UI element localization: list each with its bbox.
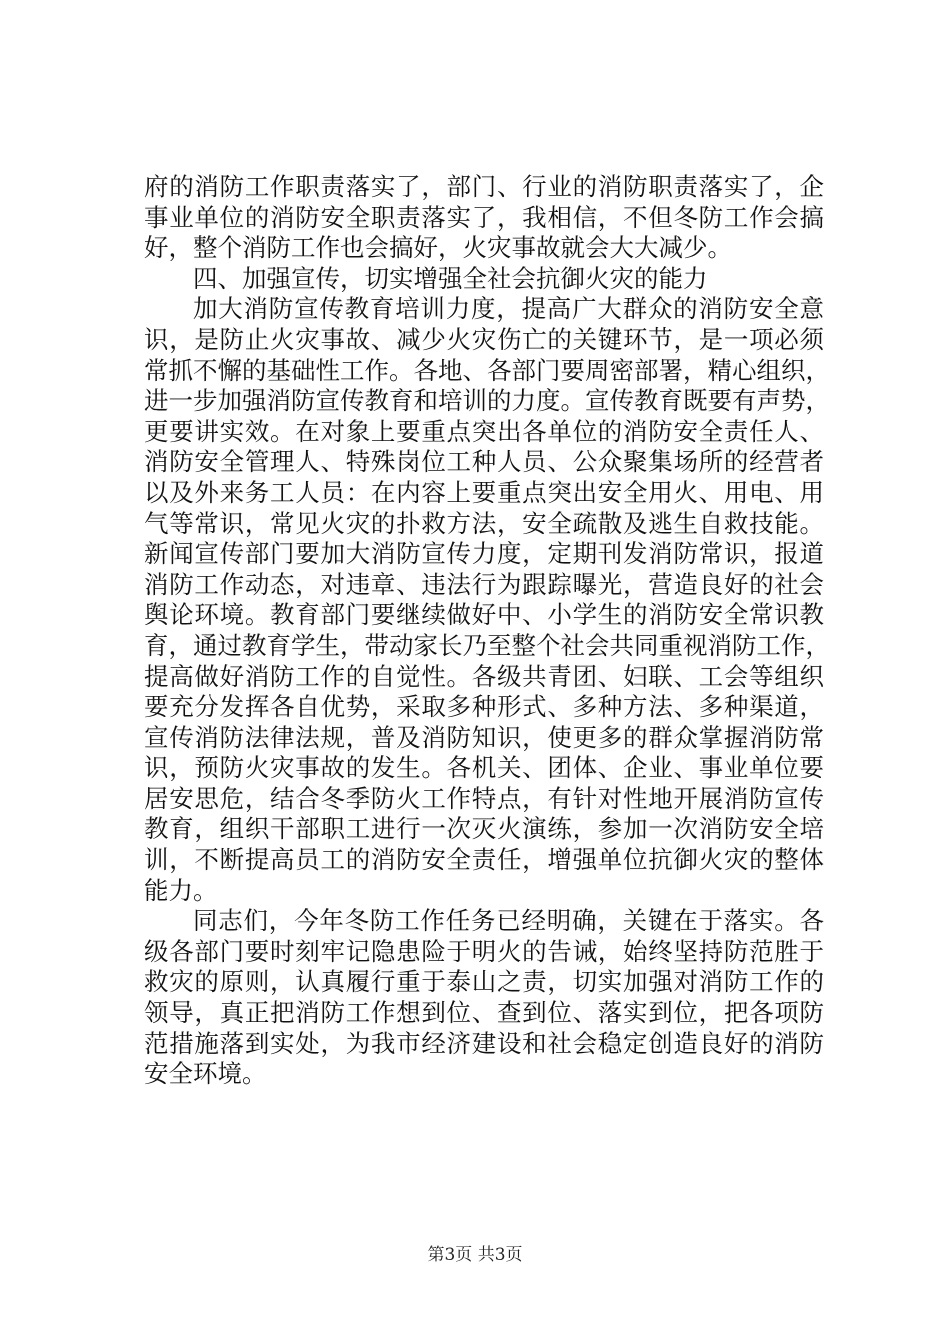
document-body xyxy=(144,172,830,1090)
paragraph-line: 消防安全管理人、特殊岗位工种人员、公众聚集场所的经营者 xyxy=(144,447,824,477)
paragraph-line: 府的消防工作职责落实了，部门、行业的消防职责落实了，企 xyxy=(144,172,824,201)
paragraph-line: 新闻宣传部门要加大消防宣传力度，定期刊发消防常识，报道 xyxy=(144,539,824,569)
paragraph-line: 识，是防止火灾事故、减少火灾伤亡的关键环节，是一项必须 xyxy=(144,324,824,354)
paragraph-line: 进一步加强消防宣传教育和培训的力度。宣传教育既要有声势， xyxy=(144,386,830,416)
section-heading: 四、加强宣传，切实增强全社会抗御火灾的能力 xyxy=(193,263,708,293)
paragraph-line: 救灾的原则，认真履行重于泰山之责，切实加强对消防工作的 xyxy=(144,967,824,997)
paragraph-line: 加大消防宣传教育培训力度，提高广大群众的消防安全意 xyxy=(193,294,824,324)
paragraph-line: 要充分发挥各自优势，采取多种形式、多种方法、多种渠道， xyxy=(144,692,824,722)
paragraph-line: 以及外来务工人员：在内容上要重点突出安全用火、用电、用 xyxy=(144,477,824,507)
paragraph-line: 消防工作动态，对违章、违法行为跟踪曝光，营造良好的社会 xyxy=(144,569,824,599)
paragraph-line: 级各部门要时刻牢记隐患险于明火的告诫，始终坚持防范胜于 xyxy=(144,936,824,966)
paragraph-line: 宣传消防法律法规，普及消防知识，使更多的群众掌握消防常 xyxy=(144,722,824,752)
paragraph-line: 训，不断提高员工的消防安全责任，增强单位抗御火灾的整体 xyxy=(144,845,824,875)
paragraph-line: 领导，真正把消防工作想到位、查到位、落实到位，把各项防 xyxy=(144,998,824,1028)
paragraph-line: 舆论环境。教育部门要继续做好中、小学生的消防安全常识教 xyxy=(144,600,824,630)
paragraph-line: 居安思危，结合冬季防火工作特点，有针对性地开展消防宣传 xyxy=(144,783,824,813)
paragraph-line: 范措施落到实处，为我市经济建设和社会稳定创造良好的消防 xyxy=(144,1028,824,1058)
paragraph-line: 同志们，今年冬防工作任务已经明确，关键在于落实。各 xyxy=(193,906,824,936)
paragraph-line: 教育，组织干部职工进行一次灭火演练，参加一次消防安全培 xyxy=(144,814,824,844)
paragraph-line: 好，整个消防工作也会搞好，火灾事故就会大大减少。 xyxy=(144,233,732,263)
paragraph-line: 提高做好消防工作的自觉性。各级共青团、妇联、工会等组织 xyxy=(144,661,824,691)
paragraph-line: 能力。 xyxy=(144,875,218,905)
paragraph-line: 更要讲实效。在对象上要重点突出各单位的消防安全责任人、 xyxy=(144,416,824,446)
paragraph-line: 常抓不懈的基础性工作。各地、各部门要周密部署，精心组织， xyxy=(144,355,830,385)
paragraph-line: 事业单位的消防安全职责落实了，我相信，不但冬防工作会搞 xyxy=(144,202,824,232)
page-number-footer: 第3页 共3页 xyxy=(427,1245,523,1265)
paragraph-line: 识，预防火灾事故的发生。各机关、团体、企业、事业单位要 xyxy=(144,753,824,783)
paragraph-line: 气等常识，常见火灾的扑救方法，安全疏散及逃生自救技能。 xyxy=(144,508,824,538)
paragraph-line: 育，通过教育学生，带动家长乃至整个社会共同重视消防工作， xyxy=(144,630,830,660)
paragraph-line: 安全环境。 xyxy=(144,1059,267,1089)
